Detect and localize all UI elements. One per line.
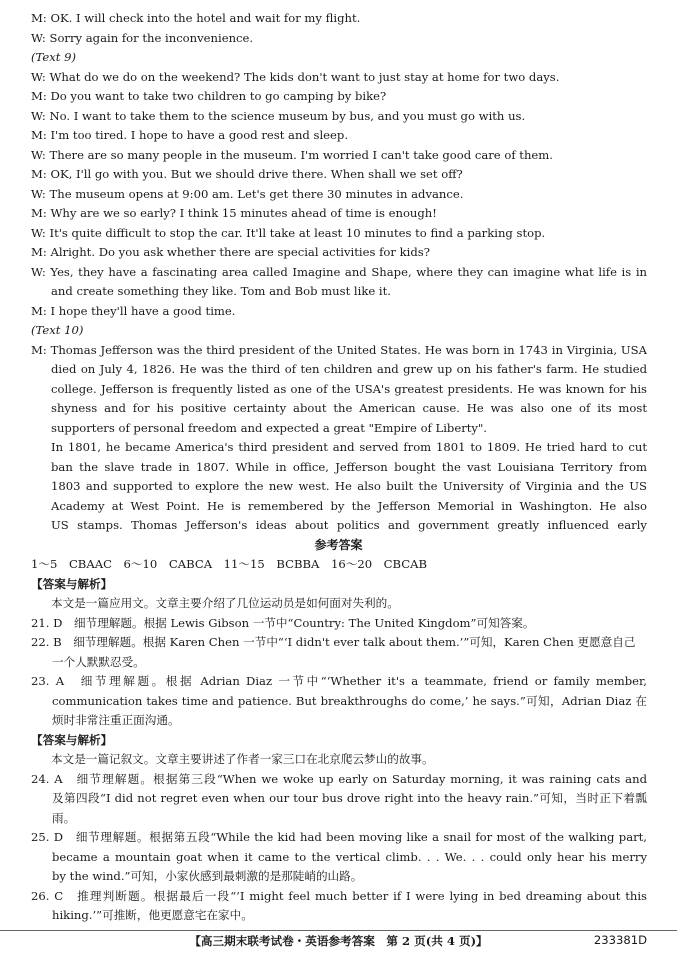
dialogue-line: M: OK. I will check into the hotel and wait for my flight. xyxy=(31,11,361,25)
passage-line: M: Thomas Jefferson was the third president of the United States. He was born in 1743 in Virginia, USA xyxy=(31,343,647,357)
passage-line: shyness and for his positive certainty about the American cause. He was also one of its most xyxy=(51,401,647,415)
dialogue-line: M: OK, I'll go with you. But we should drive there. When shall we set off? xyxy=(31,167,463,181)
explanation-26-cont: hiking.’”可推断，他更愿意宅在家中。 xyxy=(52,908,253,922)
dialogue-line: M: Why are we so early? I think 15 minutes ahead of time is enough! xyxy=(31,206,437,220)
dialogue-line: M: Do you want to take two children to go camping by bike? xyxy=(31,89,387,103)
text-10-label: (Text 10) xyxy=(31,323,84,337)
section-heading: 【答案与解析】 xyxy=(31,733,113,747)
passage-line: In 1801, he became America's third president and served from 1801 to 1809. He tried hard to cut xyxy=(51,440,647,454)
dialogue-line: W: What do we do on the weekend? The kids don't want to just stay at home for two days. xyxy=(31,70,560,84)
explanation-24-cont: 及第四段“I did not regret even when our tour bus drove right into the heavy rain.”可知，当时正下着瓢 xyxy=(52,791,647,805)
explanation-23: 23. A 细节理解题。根据 Adrian Diaz 一节中“‘Whether it's a teammate, friend or family member, xyxy=(31,674,647,688)
section-intro: 本文是一篇应用文。文章主要介绍了几位运动员是如何面对失利的。 xyxy=(51,596,399,610)
dialogue-line: M: I'm too tired. I hope to have a good rest and sleep. xyxy=(31,128,349,142)
text-9-label: (Text 9) xyxy=(31,50,76,64)
section-heading: 【答案与解析】 xyxy=(31,577,113,591)
dialogue-line: M: Alright. Do you ask whether there are special activities for kids? xyxy=(31,245,430,259)
passage-line: ban the slave trade in 1807. While in office, Jefferson bought the vast Louisiana Territory from xyxy=(51,460,647,474)
passage-line: US stamps. Thomas Jefferson's ideas about politics and government greatly influenced early xyxy=(51,518,647,532)
explanation-21: 21. D 细节理解题。根据 Lewis Gibson 一节中“Country: The United Kingdom”可知答案。 xyxy=(31,616,535,630)
explanation-22: 22. B 细节理解题。根据 Karen Chen 一节中“‘I didn't ever talk about them.’”可知，Karen Chen 更愿意自己 xyxy=(31,635,636,649)
explanation-26: 26. C 推理判断题。根据最后一段“‘I might feel much better if I were lying in bed dreaming about this xyxy=(31,889,647,903)
dialogue-line: and create something they like. Tom and Bob must like it. xyxy=(51,284,391,298)
dialogue-line: W: Yes, they have a fascinating area called Imagine and Shape, where they can imagine what life is in xyxy=(31,265,647,279)
passage-line: Academy at West Point. He is remembered by the Jefferson Memorial in Washington. He also xyxy=(51,499,647,513)
explanation-22-cont: 一个人默默忍受。 xyxy=(52,655,145,669)
dialogue-line: W: It's quite difficult to stop the car. It'll take at least 10 minutes to find a parking stop. xyxy=(31,226,546,240)
dialogue-line: W: The museum opens at 9:00 am. Let's get there 30 minutes in advance. xyxy=(31,187,464,201)
dialogue-line: W: There are so many people in the museum. I'm worried I can't take good care of them. xyxy=(31,148,553,162)
footer-divider xyxy=(0,930,677,931)
answers-heading: 参考答案 xyxy=(314,538,363,552)
explanation-23-cont: communication takes time and patience. But breakthroughs do come,’ he says.”可知，Adrian Diaz 在 xyxy=(52,694,647,708)
page-footer: 【高三期末联考试卷・英语参考答案 第 2 页(共 4 页)】 xyxy=(189,934,488,948)
explanation-25: 25. D 细节理解题。根据第五段“While the kid had been moving like a snail for most of the walking part, xyxy=(31,830,647,844)
passage-line: supporters of personal freedom and expected a great "Empire of Liberty". xyxy=(51,421,487,435)
passage-line: college. Jefferson is frequently listed as one of the USA's greatest presidents. He was known for his xyxy=(51,382,647,396)
passage-line: 1803 and supported to explore the new west. He also built the University of Virginia and the US xyxy=(51,479,647,493)
explanation-25-cont: by the wind.”可知，小家伙感到最刺激的是那陡峭的山路。 xyxy=(52,869,363,883)
explanation-24: 24. A 细节理解题。根据第三段“When we woke up early on Saturday morning, it was raining cats and xyxy=(31,772,647,786)
explanation-23-cont: 烦时非常注重正面沟通。 xyxy=(52,713,180,727)
section-intro: 本文是一篇记叙文。文章主要讲述了作者一家三口在北京爬云梦山的故事。 xyxy=(51,752,434,766)
explanation-24-cont: 雨。 xyxy=(52,811,76,825)
dialogue-line: W: Sorry again for the inconvenience. xyxy=(31,31,254,45)
answer-key: 1～5 CBAAC 6～10 CABCA 11～15 BCBBA 16～20 CBCAB xyxy=(31,557,428,571)
dialogue-line: M: I hope they'll have a good time. xyxy=(31,304,236,318)
explanation-25-cont: became a mountain goat when it came to the vertical climb. . . We. . . could only hear his merry xyxy=(52,850,647,864)
passage-line: died on July 4, 1826. He was the third of ten children and grew up on his father's farm. He studied xyxy=(51,362,647,376)
dialogue-line: W: No. I want to take them to the science museum by bus, and you must go with us. xyxy=(31,109,526,123)
document-code: 233381D xyxy=(593,933,647,947)
